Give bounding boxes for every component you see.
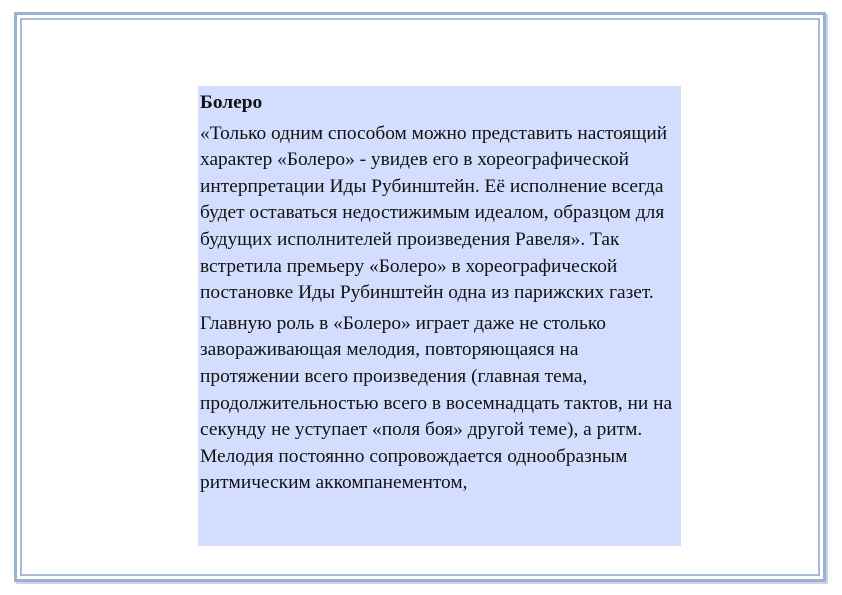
- paragraph-2: Главную роль в «Болеро» играет даже не столько завораживающая мелодия, повторяющаяся на протяжении всего произведения (главная тема, продолжительностью всего в восемнадцать тактов, ни на секунду не уступает «поля боя» другой теме), а ритм. Мелодия постоянно сопровождается однообразным ритмическим аккомпанементом,: [200, 312, 673, 494]
- text-box: [198, 86, 681, 546]
- paragraph-1: «Только одним способом можно представить настоящий характер «Болеро» - увидев его в хореографической интерпретации Иды Рубинштейн. Её исполнение всегда будет оставаться недостижимым идеалом, образцом для будущих исполнителей произведения Равеля». Так встретила премьеру «Болеро» в хореографической постановке Иды Рубинштейн одна из парижских газет.: [200, 122, 668, 304]
- heading: Болеро: [200, 92, 263, 113]
